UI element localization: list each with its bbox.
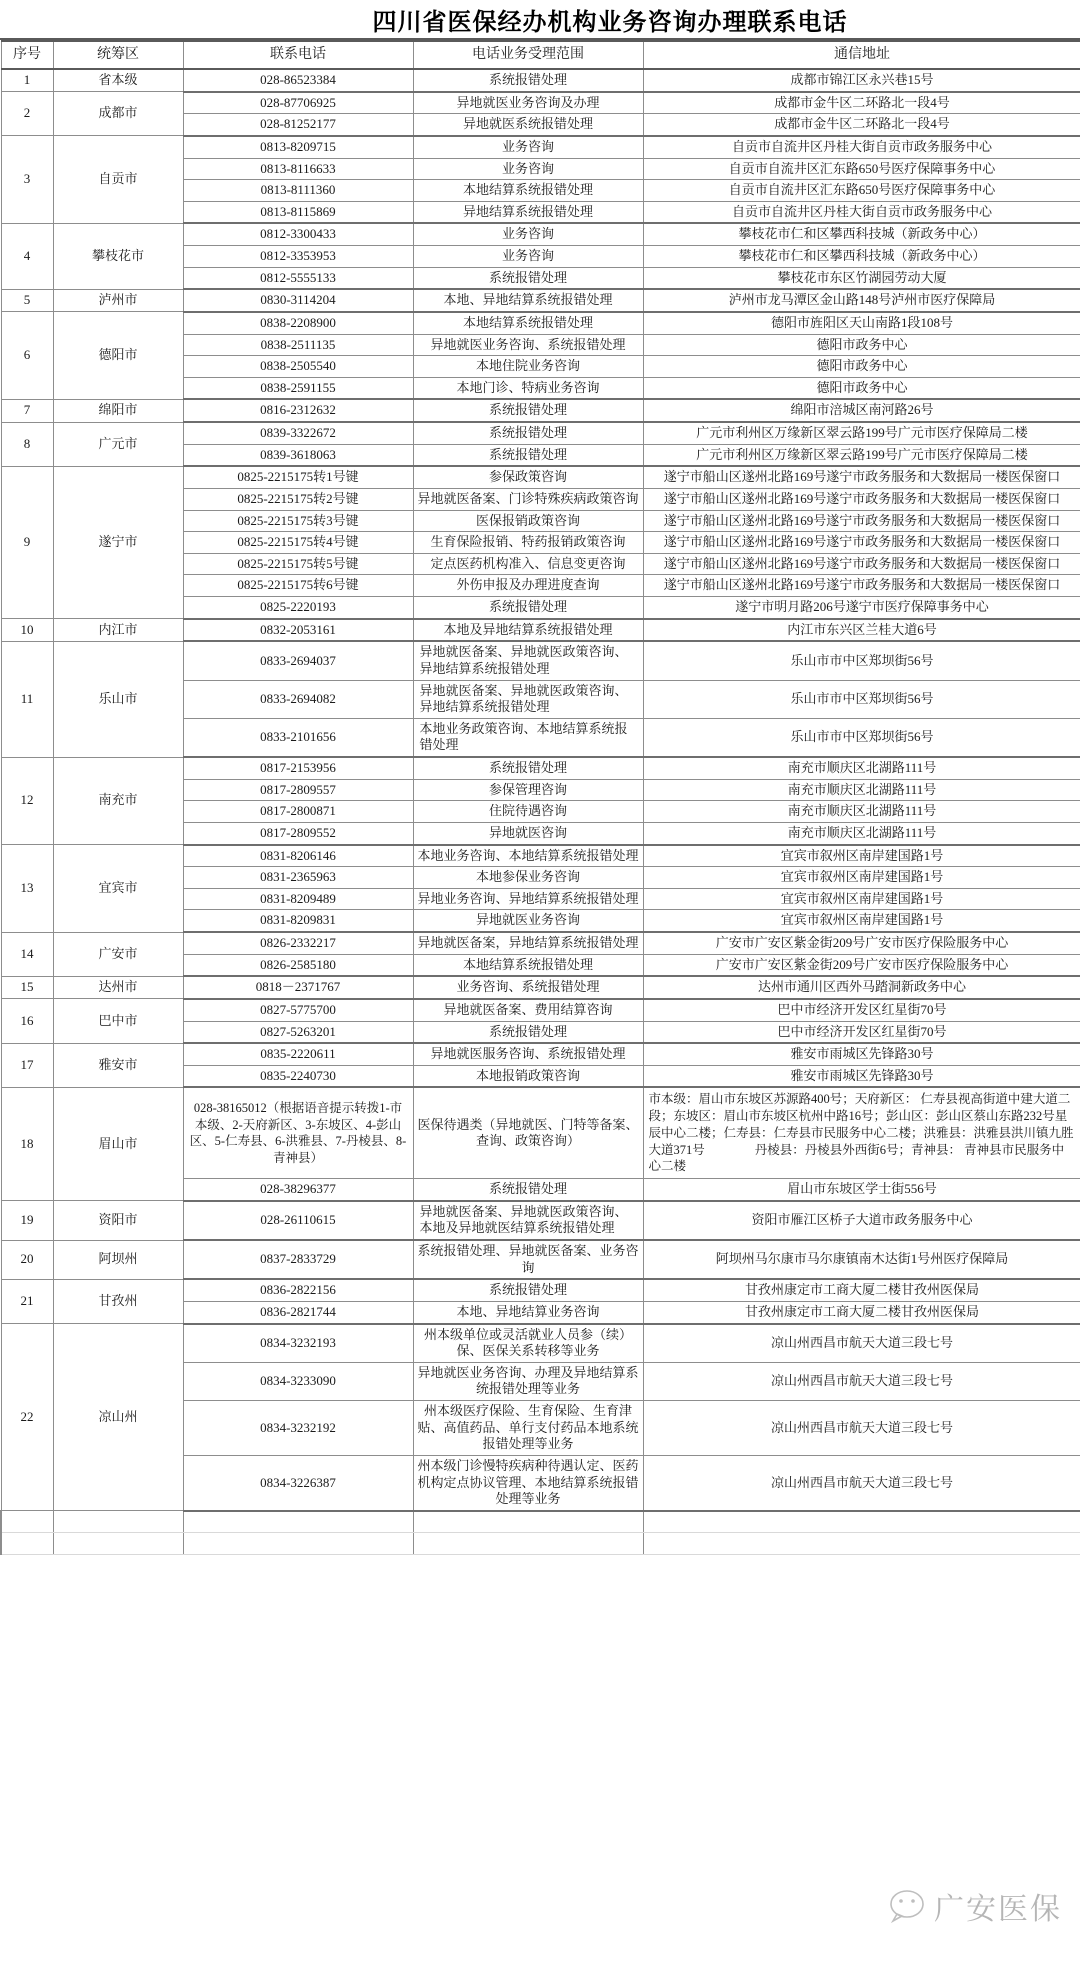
empty-row — [1, 1511, 1080, 1533]
watermark — [888, 1884, 1062, 1928]
cell-address: 雅安市雨城区先锋路30号 — [643, 1043, 1080, 1065]
table-row — [1, 289, 1080, 312]
cell-scope: 异地就医备案、异地就医政策咨询、本地及异地就医结算系统报错处理 — [413, 1201, 643, 1240]
cell-phone: 0836-2821744 — [183, 1301, 413, 1323]
column-header-phone: 联系电话 — [183, 41, 413, 69]
cell-scope: 异地就医系统报错处理 — [413, 114, 643, 136]
cell-scope: 定点医药机构准入、信息变更咨询 — [413, 553, 643, 575]
table-row — [1, 1279, 1080, 1301]
table-row — [1, 976, 1080, 999]
cell-phone: 0825-2215175转3号键 — [183, 510, 413, 532]
cell-scope: 外伤申报及办理进度查询 — [413, 575, 643, 597]
cell-area: 内江市 — [53, 619, 183, 642]
cell-phone: 0827-5263201 — [183, 1021, 413, 1043]
cell-area: 绵阳市 — [53, 399, 183, 422]
cell-phone: 0813-8115869 — [183, 201, 413, 223]
cell-phone: 0834-3226387 — [183, 1455, 413, 1510]
table-row — [1, 845, 1080, 867]
cell-area: 阿坝州 — [53, 1240, 183, 1279]
cell-scope: 系统报错处理 — [413, 444, 643, 466]
wechat-balloon-icon — [888, 1888, 928, 1924]
table-row — [1, 619, 1080, 642]
cell-address: 凉山州西昌市航天大道三段七号 — [643, 1324, 1080, 1363]
empty-cell — [183, 1511, 413, 1533]
cell-scope: 系统报错处理 — [413, 597, 643, 619]
watermark-label: 广安医保 — [934, 1893, 1062, 1926]
cell-address: 凉山州西昌市航天大道三段七号 — [643, 1455, 1080, 1510]
cell-phone: 0830-3114204 — [183, 289, 413, 312]
cell-scope: 系统报错处理、异地就医备案、业务咨询 — [413, 1240, 643, 1279]
cell-phone: 028-81252177 — [183, 114, 413, 136]
cell-phone: 0831-8206146 — [183, 845, 413, 867]
empty-cell — [413, 1533, 643, 1555]
cell-area: 凉山州 — [53, 1324, 183, 1511]
cell-address: 南充市顺庆区北湖路111号 — [643, 801, 1080, 823]
cell-scope: 系统报错处理 — [413, 267, 643, 289]
empty-cell — [183, 1533, 413, 1555]
cell-index: 1 — [1, 69, 53, 92]
cell-scope: 住院待遇咨询 — [413, 801, 643, 823]
cell-phone: 0817-2800871 — [183, 801, 413, 823]
cell-index: 13 — [1, 845, 53, 933]
cell-address: 南充市顺庆区北湖路111号 — [643, 757, 1080, 779]
cell-phone: 0835-2240730 — [183, 1065, 413, 1087]
cell-address: 德阳市政务中心 — [643, 356, 1080, 378]
cell-address: 甘孜州康定市工商大厦二楼甘孜州医保局 — [643, 1301, 1080, 1323]
cell-address: 攀枝花市仁和区攀西科技城（新政务中心） — [643, 223, 1080, 245]
cell-address: 攀枝花市仁和区攀西科技城（新政务中心） — [643, 246, 1080, 268]
cell-address: 绵阳市涪城区南河路26号 — [643, 399, 1080, 422]
cell-phone: 0812-5555133 — [183, 267, 413, 289]
cell-phone: 0816-2312632 — [183, 399, 413, 422]
table-row — [1, 1201, 1080, 1240]
cell-address: 宜宾市叙州区南岸建国路1号 — [643, 845, 1080, 867]
cell-phone: 0825-2215175转2号键 — [183, 488, 413, 510]
cell-scope: 系统报错处理 — [413, 757, 643, 779]
cell-area: 巴中市 — [53, 999, 183, 1043]
cell-area: 省本级 — [53, 69, 183, 92]
cell-phone: 028-86523384 — [183, 69, 413, 92]
cell-scope: 医保报销政策咨询 — [413, 510, 643, 532]
column-header-address: 通信地址 — [643, 41, 1080, 69]
empty-cell — [643, 1511, 1080, 1533]
cell-index: 5 — [1, 289, 53, 312]
cell-phone: 0825-2215175转5号键 — [183, 553, 413, 575]
cell-address: 达州市通川区西外马踏洞新政务中心 — [643, 976, 1080, 999]
cell-phone: 0825-2215175转4号键 — [183, 532, 413, 554]
table-body — [1, 69, 1080, 1555]
cell-scope: 异地就医业务咨询及办理 — [413, 92, 643, 114]
cell-index: 6 — [1, 312, 53, 400]
cell-phone: 0838-2511135 — [183, 334, 413, 356]
cell-scope: 业务咨询 — [413, 158, 643, 180]
table-row — [1, 399, 1080, 422]
cell-phone: 0813-8111360 — [183, 180, 413, 202]
cell-address: 凉山州西昌市航天大道三段七号 — [643, 1362, 1080, 1400]
cell-area: 资阳市 — [53, 1201, 183, 1240]
cell-phone: 0836-2822156 — [183, 1279, 413, 1301]
cell-index: 10 — [1, 619, 53, 642]
cell-address: 遂宁市船山区遂州北路169号遂宁市政务服务和大数据局一楼医保窗口 — [643, 510, 1080, 532]
cell-address: 广安市广安区紫金街209号广安市医疗保险服务中心 — [643, 932, 1080, 954]
cell-address: 广安市广安区紫金街209号广安市医疗保险服务中心 — [643, 954, 1080, 976]
cell-phone: 0831-8209831 — [183, 910, 413, 932]
cell-phone: 0839-3618063 — [183, 444, 413, 466]
cell-address: 成都市锦江区永兴巷15号 — [643, 69, 1080, 92]
cell-scope: 本地结算系统报错处理 — [413, 954, 643, 976]
cell-scope: 异地就医咨询 — [413, 822, 643, 844]
cell-scope: 本地、异地结算业务咨询 — [413, 1301, 643, 1323]
cell-phone: 0832-2053161 — [183, 619, 413, 642]
cell-area: 广元市 — [53, 422, 183, 466]
cell-scope: 异地就医备案、异地就医政策咨询、异地结算系统报错处理 — [413, 680, 643, 718]
cell-scope: 业务咨询 — [413, 223, 643, 245]
cell-scope: 本地参保业务咨询 — [413, 867, 643, 889]
cell-phone: 0839-3322672 — [183, 422, 413, 444]
cell-phone: 0831-2365963 — [183, 867, 413, 889]
cell-address: 乐山市市中区郑坝街56号 — [643, 718, 1080, 757]
cell-scope: 异地结算系统报错处理 — [413, 201, 643, 223]
table-row — [1, 1043, 1080, 1065]
cell-address: 南充市顺庆区北湖路111号 — [643, 822, 1080, 844]
cell-phone: 0817-2809552 — [183, 822, 413, 844]
cell-phone: 0827-5775700 — [183, 999, 413, 1021]
table-row — [1, 92, 1080, 114]
cell-phone: 0813-8209715 — [183, 136, 413, 158]
cell-scope: 系统报错处理 — [413, 69, 643, 92]
cell-area: 眉山市 — [53, 1087, 183, 1200]
cell-scope: 业务咨询、系统报错处理 — [413, 976, 643, 999]
empty-cell — [1, 1533, 53, 1555]
cell-phone: 0812-3300433 — [183, 223, 413, 245]
cell-address: 德阳市旌阳区天山南路1段108号 — [643, 312, 1080, 334]
cell-index: 2 — [1, 92, 53, 136]
cell-scope: 州本级单位或灵活就业人员参（续）保、医保关系转移等业务 — [413, 1324, 643, 1363]
cell-index: 14 — [1, 932, 53, 976]
cell-address: 宜宾市叙州区南岸建国路1号 — [643, 910, 1080, 932]
cell-index: 20 — [1, 1240, 53, 1279]
cell-phone: 0834-3232192 — [183, 1401, 413, 1456]
cell-scope: 异地就医备案，异地结算系统报错处理 — [413, 932, 643, 954]
cell-address: 凉山州西昌市航天大道三段七号 — [643, 1401, 1080, 1456]
column-header-scope: 电话业务受理范围 — [413, 41, 643, 69]
table-row — [1, 1324, 1080, 1363]
cell-scope: 系统报错处理 — [413, 1279, 643, 1301]
cell-index: 7 — [1, 399, 53, 422]
cell-area: 宜宾市 — [53, 845, 183, 933]
cell-address: 宜宾市叙州区南岸建国路1号 — [643, 867, 1080, 889]
cell-scope: 本地业务政策咨询、本地结算系统报错处理 — [413, 718, 643, 757]
cell-scope: 州本级医疗保险、生育保险、生育津贴、高值药品、单行支付药品本地系统报错处理等业务 — [413, 1401, 643, 1456]
cell-area: 乐山市 — [53, 641, 183, 757]
column-header-index: 序号 — [1, 41, 53, 69]
cell-address: 巴中市经济开发区红星街70号 — [643, 999, 1080, 1021]
table-row — [1, 1240, 1080, 1279]
cell-phone: 0834-3233090 — [183, 1362, 413, 1400]
empty-cell — [53, 1511, 183, 1533]
cell-phone: 0834-3232193 — [183, 1324, 413, 1363]
cell-phone: 0825-2220193 — [183, 597, 413, 619]
empty-cell — [53, 1533, 183, 1555]
cell-address: 自贡市自流井区丹桂大街自贡市政务服务中心 — [643, 136, 1080, 158]
cell-phone: 0838-2591155 — [183, 377, 413, 399]
cell-scope: 系统报错处理 — [413, 1021, 643, 1043]
cell-scope: 本地及异地结算系统报错处理 — [413, 619, 643, 642]
cell-address: 甘孜州康定市工商大厦二楼甘孜州医保局 — [643, 1279, 1080, 1301]
cell-scope: 业务咨询 — [413, 136, 643, 158]
cell-index: 8 — [1, 422, 53, 466]
cell-scope: 异地就医备案、异地就医政策咨询、异地结算系统报错处理 — [413, 641, 643, 680]
cell-scope: 参保管理咨询 — [413, 779, 643, 801]
cell-address: 遂宁市船山区遂州北路169号遂宁市政务服务和大数据局一楼医保窗口 — [643, 553, 1080, 575]
cell-address: 成都市金牛区二环路北一段4号 — [643, 92, 1080, 114]
cell-phone: 028-87706925 — [183, 92, 413, 114]
cell-scope: 本地住院业务咨询 — [413, 356, 643, 378]
cell-scope: 异地就医备案、费用结算咨询 — [413, 999, 643, 1021]
cell-phone: 0818－2371767 — [183, 976, 413, 999]
empty-cell — [413, 1511, 643, 1533]
cell-scope: 系统报错处理 — [413, 1179, 643, 1201]
cell-scope: 本地报销政策咨询 — [413, 1065, 643, 1087]
header-row — [1, 41, 1080, 69]
page-title: 四川省医保经办机构业务咨询办理联系电话 — [372, 9, 848, 36]
cell-scope: 异地业务咨询、异地结算系统报错处理 — [413, 888, 643, 910]
cell-phone: 0817-2809557 — [183, 779, 413, 801]
cell-address: 雅安市雨城区先锋路30号 — [643, 1065, 1080, 1087]
table-row — [1, 422, 1080, 444]
cell-index: 3 — [1, 136, 53, 224]
cell-address: 乐山市市中区郑坝街56号 — [643, 641, 1080, 680]
cell-index: 12 — [1, 757, 53, 845]
cell-scope: 本地业务咨询、本地结算系统报错处理 — [413, 845, 643, 867]
cell-index: 21 — [1, 1279, 53, 1323]
cell-phone: 028-38165012（根据语音提示转拨1-市本级、2-天府新区、3-东坡区、4-彭山区、5-仁寿县、6-洪雅县、7-丹棱县、8-青神县） — [183, 1087, 413, 1178]
cell-index: 17 — [1, 1043, 53, 1087]
cell-address: 遂宁市船山区遂州北路169号遂宁市政务服务和大数据局一楼医保窗口 — [643, 466, 1080, 488]
cell-phone: 0837-2833729 — [183, 1240, 413, 1279]
column-header-area: 统筹区 — [53, 41, 183, 69]
cell-scope: 参保政策咨询 — [413, 466, 643, 488]
cell-address: 自贡市自流井区丹桂大街自贡市政务服务中心 — [643, 201, 1080, 223]
table-row — [1, 69, 1080, 92]
cell-area: 广安市 — [53, 932, 183, 976]
cell-scope: 异地就医业务咨询、办理及异地结算系统报错处理等业务 — [413, 1362, 643, 1400]
cell-address: 德阳市政务中心 — [643, 377, 1080, 399]
cell-area: 自贡市 — [53, 136, 183, 224]
cell-scope: 本地门诊、特病业务咨询 — [413, 377, 643, 399]
cell-phone: 0826-2585180 — [183, 954, 413, 976]
cell-index: 16 — [1, 999, 53, 1043]
table-row — [1, 136, 1080, 158]
table-row — [1, 641, 1080, 680]
cell-address: 攀枝花市东区竹湖园劳动大厦 — [643, 267, 1080, 289]
cell-scope: 系统报错处理 — [413, 422, 643, 444]
cell-area: 达州市 — [53, 976, 183, 999]
cell-scope: 系统报错处理 — [413, 399, 643, 422]
cell-address: 眉山市东坡区学士街556号 — [643, 1179, 1080, 1201]
cell-address: 遂宁市船山区遂州北路169号遂宁市政务服务和大数据局一楼医保窗口 — [643, 532, 1080, 554]
cell-scope: 生育保险报销、特药报销政策咨询 — [413, 532, 643, 554]
cell-address: 广元市利州区万缘新区翠云路199号广元市医疗保障局二楼 — [643, 422, 1080, 444]
cell-index: 9 — [1, 466, 53, 618]
cell-address: 阿坝州马尔康市马尔康镇南木达街1号州医疗保障局 — [643, 1240, 1080, 1279]
cell-scope: 医保待遇类（异地就医、门特等备案、查询、政策咨询） — [413, 1087, 643, 1178]
cell-phone: 0825-2215175转1号键 — [183, 466, 413, 488]
cell-address: 资阳市雁江区桥子大道市政务服务中心 — [643, 1201, 1080, 1240]
cell-area: 雅安市 — [53, 1043, 183, 1087]
cell-scope: 异地就医业务咨询 — [413, 910, 643, 932]
cell-area: 德阳市 — [53, 312, 183, 400]
cell-area: 南充市 — [53, 757, 183, 845]
cell-address: 南充市顺庆区北湖路111号 — [643, 779, 1080, 801]
cell-scope: 异地就医业务咨询、系统报错处理 — [413, 334, 643, 356]
cell-phone: 0833-2694082 — [183, 680, 413, 718]
cell-phone: 0835-2220611 — [183, 1043, 413, 1065]
cell-scope: 异地就医服务咨询、系统报错处理 — [413, 1043, 643, 1065]
table-row — [1, 999, 1080, 1021]
cell-phone: 0838-2505540 — [183, 356, 413, 378]
cell-area: 甘孜州 — [53, 1279, 183, 1323]
cell-address: 遂宁市船山区遂州北路169号遂宁市政务服务和大数据局一楼医保窗口 — [643, 575, 1080, 597]
cell-address: 遂宁市明月路206号遂宁市医疗保障事务中心 — [643, 597, 1080, 619]
cell-scope: 异地就医备案、门诊特殊疾病政策咨询 — [413, 488, 643, 510]
cell-phone: 028-26110615 — [183, 1201, 413, 1240]
empty-row — [1, 1533, 1080, 1555]
table-row — [1, 1087, 1080, 1178]
cell-index: 15 — [1, 976, 53, 999]
cell-address: 成都市金牛区二环路北一段4号 — [643, 114, 1080, 136]
cell-address: 乐山市市中区郑坝街56号 — [643, 680, 1080, 718]
cell-index: 22 — [1, 1324, 53, 1511]
cell-address: 内江市东兴区兰桂大道6号 — [643, 619, 1080, 642]
empty-cell — [643, 1533, 1080, 1555]
cell-scope: 州本级门诊慢特疾病种待遇认定、医药机构定点协议管理、本地结算系统报错处理等业务 — [413, 1455, 643, 1510]
cell-index: 18 — [1, 1087, 53, 1200]
cell-index: 11 — [1, 641, 53, 757]
cell-address: 泸州市龙马潭区金山路148号泸州市医疗保障局 — [643, 289, 1080, 312]
cell-address: 宜宾市叙州区南岸建国路1号 — [643, 888, 1080, 910]
cell-phone: 0831-8209489 — [183, 888, 413, 910]
cell-phone: 028-38296377 — [183, 1179, 413, 1201]
cell-phone: 0817-2153956 — [183, 757, 413, 779]
table-row — [1, 466, 1080, 488]
cell-index: 19 — [1, 1201, 53, 1240]
cell-index: 4 — [1, 223, 53, 289]
table-row — [1, 312, 1080, 334]
cell-scope: 本地、异地结算系统报错处理 — [413, 289, 643, 312]
contact-table — [0, 40, 1080, 1555]
cell-area: 成都市 — [53, 92, 183, 136]
document-title-bar — [0, 0, 1080, 40]
cell-phone: 0833-2694037 — [183, 641, 413, 680]
cell-phone: 0826-2332217 — [183, 932, 413, 954]
cell-address: 自贡市自流井区汇东路650号医疗保障事务中心 — [643, 180, 1080, 202]
empty-cell — [1, 1511, 53, 1533]
cell-address: 市本级：眉山市东坡区苏源路400号；天府新区： 仁寿县视高街道中建大道二段；东坡区：眉山市东坡区杭州中路16号；彭山区：彭山区蔡山东路232号星辰中心二楼；仁寿县：仁寿县市民服务中心二楼；洪雅县：洪雅县洪川镇九胜大道371号 丹棱县：丹棱县外西街6号；青神县： 青神县市民服务中心二楼 — [643, 1087, 1080, 1178]
table-header — [1, 41, 1080, 69]
cell-area: 泸州市 — [53, 289, 183, 312]
cell-scope: 业务咨询 — [413, 246, 643, 268]
table-row — [1, 223, 1080, 245]
cell-phone: 0825-2215175转6号键 — [183, 575, 413, 597]
cell-scope: 本地结算系统报错处理 — [413, 180, 643, 202]
cell-phone: 0833-2101656 — [183, 718, 413, 757]
cell-address: 自贡市自流井区汇东路650号医疗保障事务中心 — [643, 158, 1080, 180]
cell-scope: 本地结算系统报错处理 — [413, 312, 643, 334]
cell-address: 遂宁市船山区遂州北路169号遂宁市政务服务和大数据局一楼医保窗口 — [643, 488, 1080, 510]
cell-phone: 0838-2208900 — [183, 312, 413, 334]
cell-address: 巴中市经济开发区红星街70号 — [643, 1021, 1080, 1043]
cell-area: 遂宁市 — [53, 466, 183, 618]
cell-address: 广元市利州区万缘新区翠云路199号广元市医疗保障局二楼 — [643, 444, 1080, 466]
cell-area: 攀枝花市 — [53, 223, 183, 289]
cell-address: 德阳市政务中心 — [643, 334, 1080, 356]
table-row — [1, 757, 1080, 779]
table-row — [1, 932, 1080, 954]
cell-phone: 0812-3353953 — [183, 246, 413, 268]
cell-phone: 0813-8116633 — [183, 158, 413, 180]
